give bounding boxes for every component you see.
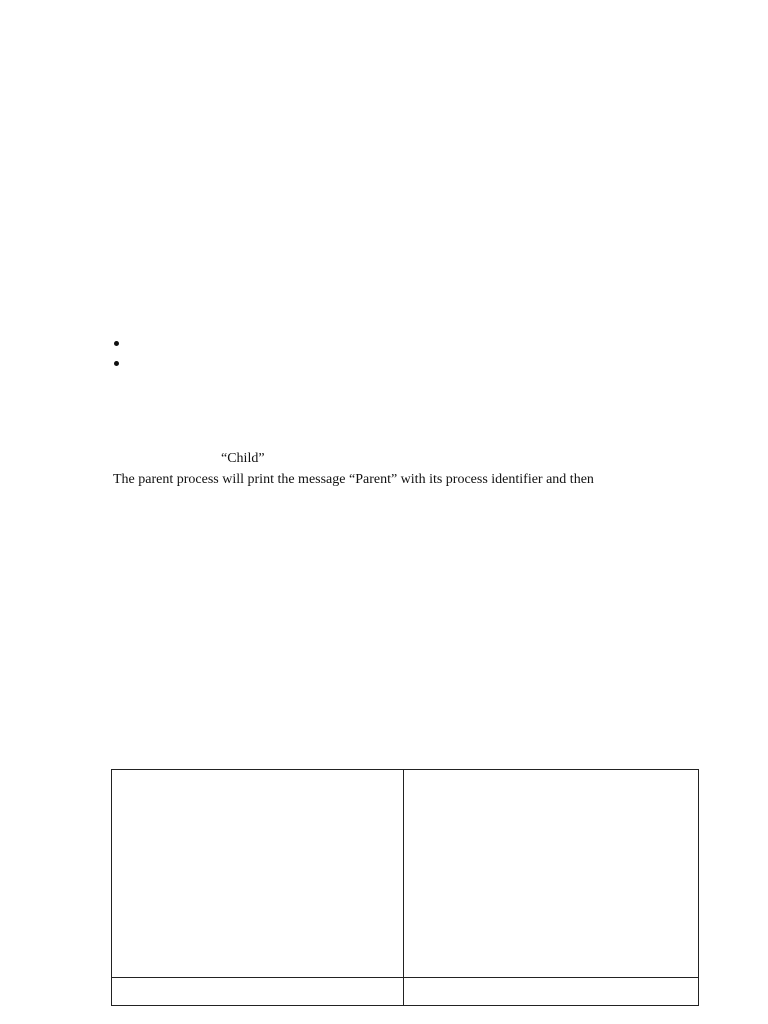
bullet-item-2 (110, 355, 510, 375)
parent-sentence: The parent process will print the message “Parent” with its process identifier and then (113, 472, 594, 487)
child-quote-text: “Child” (221, 451, 265, 466)
blank-table (111, 769, 699, 1006)
table-cell (112, 770, 404, 978)
table-row (112, 770, 699, 978)
table-row (112, 977, 699, 1005)
table-cell (404, 977, 699, 1005)
bullet-dot-icon (114, 341, 119, 346)
bullet-item-1 (110, 335, 510, 355)
bullet-list (110, 335, 510, 375)
table-cell (404, 770, 699, 978)
bullet-dot-icon (114, 361, 119, 366)
table-cell (112, 977, 404, 1005)
